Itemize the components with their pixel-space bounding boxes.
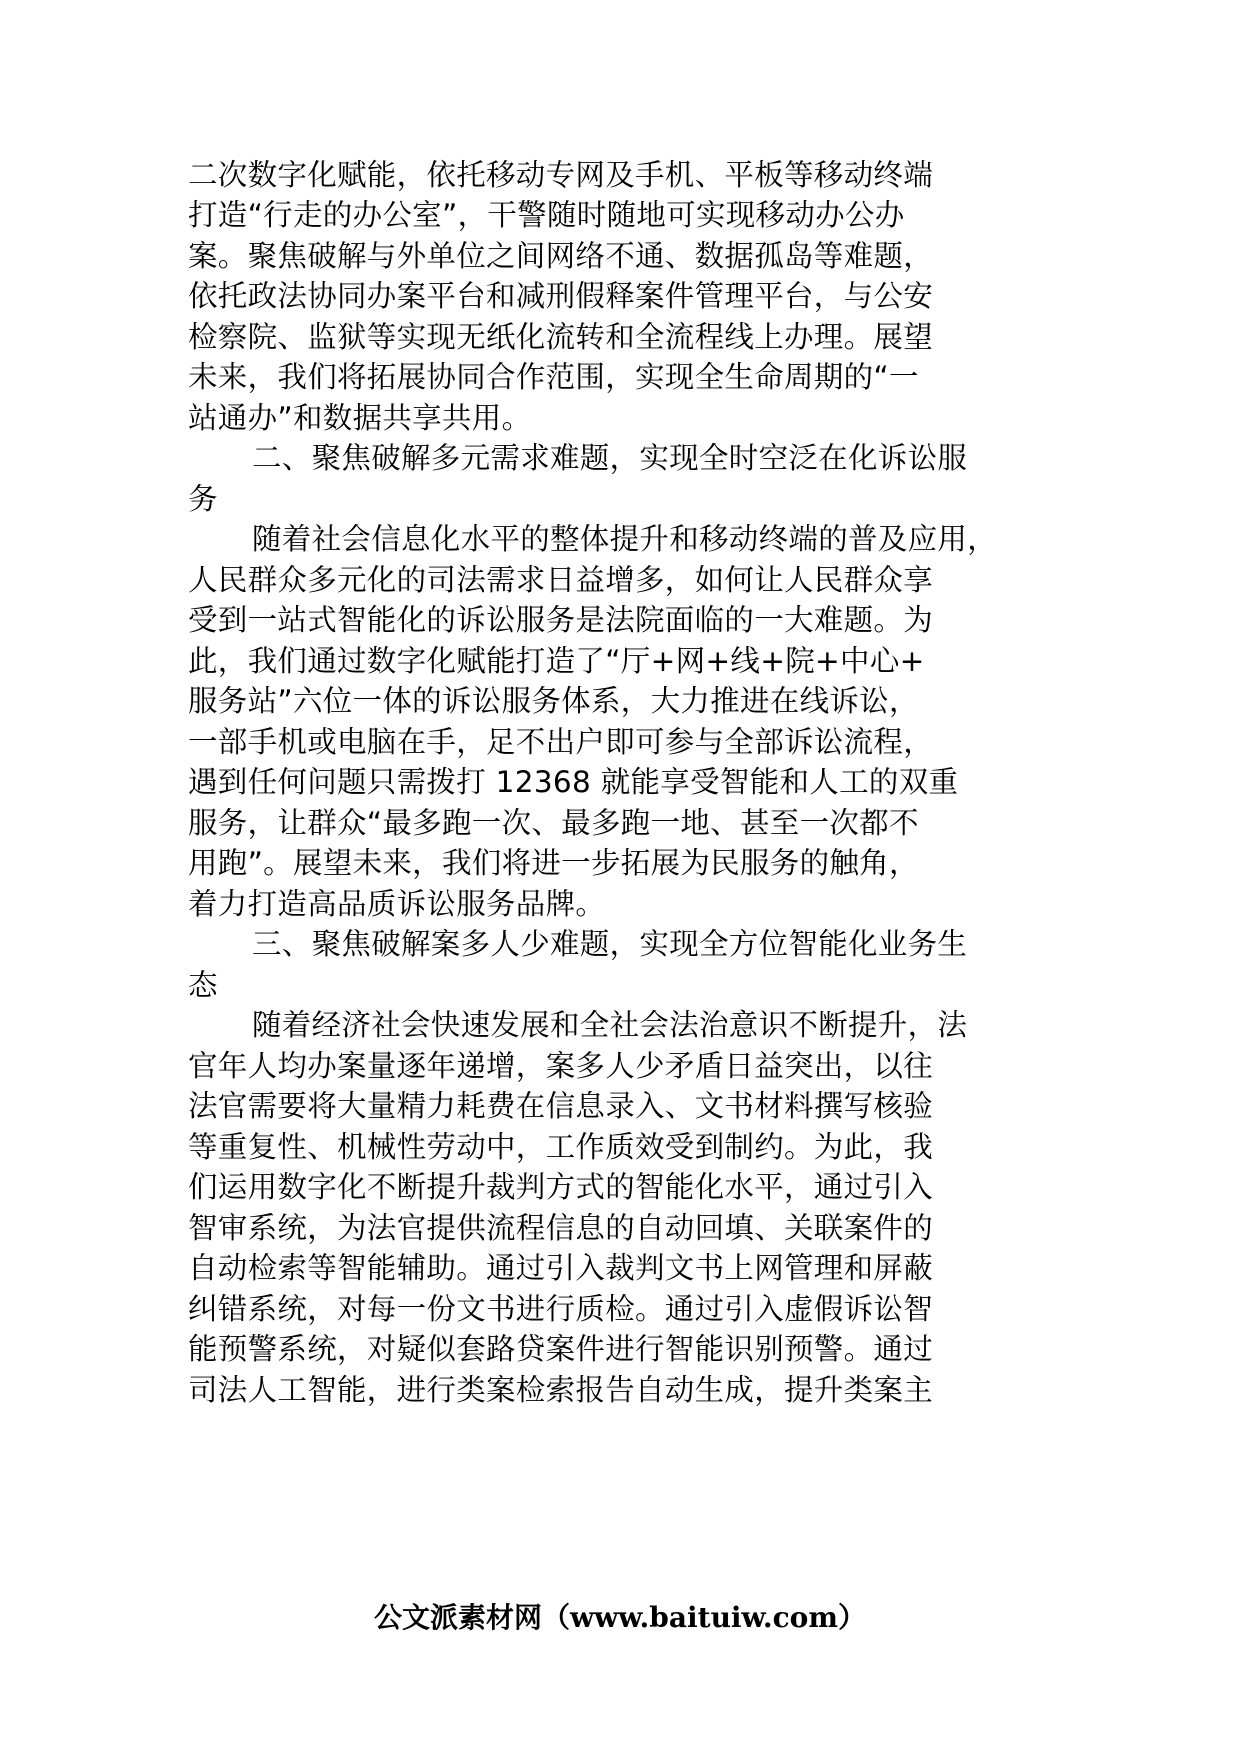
text-line: 服务站”六位一体的诉讼服务体系，大力推进在线诉讼， <box>188 684 919 718</box>
text-line: 一部手机或电脑在手，足不出户即可参与全部诉讼流程， <box>188 725 934 759</box>
text-line: 随着社会信息化水平的整体提升和移动终端的普及应用， <box>252 522 998 556</box>
text-line: 案。聚焦破解与外单位之间网络不通、数据孤岛等难题， <box>188 239 934 273</box>
text-line: 们运用数字化不断提升裁判方式的智能化水平，通过引入 <box>188 1170 934 1204</box>
text-line: 人民群众多元化的司法需求日益增多，如何让人民群众享 <box>188 563 934 597</box>
text-line: 着力打造高品质诉讼服务品牌。 <box>188 887 606 921</box>
text-line: 纠错系统，对每一份文书进行质检。通过引入虚假诉讼智 <box>188 1292 934 1326</box>
section-heading-2: 二、聚焦破解多元需求难题，实现全时空泛在化诉讼服 <box>252 441 968 475</box>
text-line: 此，我们通过数字化赋能打造了“厅+网+线+院+中心+ <box>188 644 925 678</box>
text-line: 官年人均办案量逐年递增，案多人少矛盾日益突出，以往 <box>188 1049 934 1083</box>
text-line: 法官需要将大量精力耗费在信息录入、文书材料撰写核验 <box>188 1089 934 1123</box>
text-line: 依托政法协同办案平台和减刑假释案件管理平台，与公安 <box>188 279 934 313</box>
text-line: 自动检索等智能辅助。通过引入裁判文书上网管理和屏蔽 <box>188 1251 934 1285</box>
text-line: 受到一站式智能化的诉讼服务是法院面临的一大难题。为 <box>188 603 934 637</box>
text-line: 检察院、监狱等实现无纸化流转和全流程线上办理。展望 <box>188 320 934 354</box>
section-heading-3: 三、聚焦破解案多人少难题，实现全方位智能化业务生 <box>252 927 968 961</box>
text-line: 遇到任何问题只需拨打 12368 就能享受智能和人工的双重 <box>188 765 959 799</box>
text-line: 服务，让群众“最多跑一次、最多跑一地、甚至一次都不 <box>188 806 919 840</box>
text-line: 未来，我们将拓展协同合作范围，实现全生命周期的“一 <box>188 360 919 394</box>
footer-watermark: 公文派素材网（www.baituiw.com） <box>374 1601 866 1634</box>
text-line: 随着经济社会快速发展和全社会法治意识不断提升，法 <box>252 1008 968 1042</box>
text-line: 等重复性、机械性劳动中，工作质效受到制约。为此，我 <box>188 1130 934 1164</box>
text-line: 打造“行走的办公室”，干警随时随地可实现移动办公办 <box>188 198 905 232</box>
section-heading-2-cont: 务 <box>188 482 218 516</box>
text-line: 能预警系统，对疑似套路贷案件进行智能识别预警。通过 <box>188 1332 934 1366</box>
text-line: 用跑”。展望未来，我们将进一步拓展为民服务的触角， <box>188 846 919 880</box>
section-heading-3-cont: 态 <box>188 968 218 1002</box>
text-line: 二次数字化赋能，依托移动专网及手机、平板等移动终端 <box>188 158 934 192</box>
text-line: 司法人工智能，进行类案检索报告自动生成，提升类案主 <box>188 1373 934 1407</box>
text-line: 智审系统，为法官提供流程信息的自动回填、关联案件的 <box>188 1211 934 1245</box>
text-line: 站通办”和数据共享共用。 <box>188 401 532 435</box>
